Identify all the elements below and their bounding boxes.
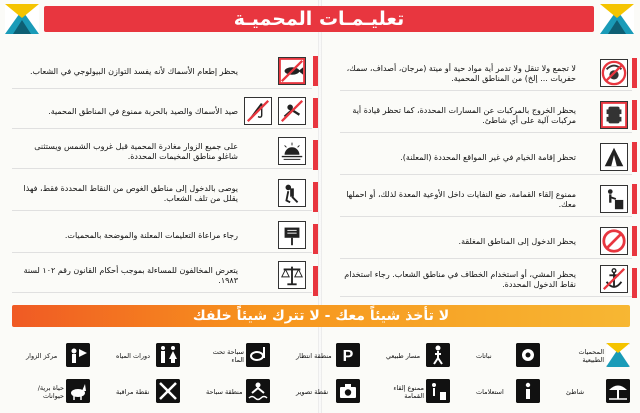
legend-item [116, 340, 182, 372]
rule-text: يحظر المشي، أو استخدام الخطاف في مناطق الشعاب. رجاء استخدام نقاط الدخول المحددة. [344, 270, 576, 289]
sunset-icon [278, 137, 306, 165]
wildlife-icon [66, 379, 90, 403]
hiker-icon [426, 343, 450, 367]
page-header [44, 6, 594, 32]
legend-item [386, 340, 452, 372]
rule-item [12, 260, 312, 293]
legend-item [566, 340, 632, 372]
legend-label: المحميات الطبيعية [578, 348, 604, 364]
no-vehicles-icon [600, 101, 628, 129]
reserve-logo-icon [600, 4, 634, 34]
rule-text: يحظر الخروج بالمركبات عن المسارات المحددة، كما تحظر قيادة أية مركبات آلية على أي شاطئ. [352, 106, 576, 125]
legend-label: استعلامات [476, 388, 504, 396]
left-accent-bars [313, 56, 318, 296]
rule-text: يوصى بالدخول إلى مناطق الغوص من النقاط المحددة فقط، فهذا يقلل من تلف الشعاب. [23, 184, 238, 203]
diver-icon [278, 179, 306, 207]
rule-item [12, 220, 312, 253]
legend-item [296, 340, 362, 372]
sign-board-icon [278, 221, 306, 249]
rule-item [12, 136, 312, 169]
no-fishing-icon [244, 97, 272, 125]
legend-item [476, 340, 542, 372]
legend-label: منطقة انتظار [296, 352, 332, 360]
svg-text:P: P [342, 348, 354, 365]
parking-icon [336, 343, 360, 367]
camera-icon [336, 379, 360, 403]
rule-item [12, 178, 312, 211]
rule-text: رجاء مراعاة التعليمات المعلنة والموضحة بالمحميات. [64, 231, 238, 240]
information-icon [516, 379, 540, 403]
legend-label: مسار طبيعي [386, 352, 421, 360]
legend-label: دورات المياه [116, 352, 151, 360]
no-littering-icon [426, 379, 450, 403]
legend-label: نباتات [476, 352, 492, 360]
legend-label: نقطة تصوير [296, 388, 329, 396]
plants-icon [516, 343, 540, 367]
visitor-center-icon [66, 343, 90, 367]
no-spearfishing-icon [278, 97, 306, 125]
rule-item [340, 184, 632, 217]
rule-text: يحظر إطعام الأسماك لأنه يفسد التوازن البيولوجي في الشعاب. [29, 67, 238, 76]
rule-item [340, 142, 632, 175]
legend-label: شاطئ [566, 388, 585, 396]
right-accent-bars [632, 58, 637, 298]
rule-item [340, 226, 632, 259]
page-title: تعليـمـات المحميـة [233, 8, 405, 30]
legend-label: سباحة تحت الماء [212, 348, 244, 364]
legend-item [206, 376, 272, 408]
rule-item [340, 264, 632, 297]
legend-item [206, 340, 272, 372]
rule-text: على جميع الزوار مغادرة المحمية قبل غروب الشمس ويستثنى شاغلو مناطق المخيمات المحددة. [34, 142, 238, 161]
no-anchor-icon [600, 265, 628, 293]
slogan-banner [12, 305, 630, 327]
legend-label: مركز الزوار [26, 352, 58, 360]
reserve-logo-icon [5, 4, 39, 34]
tent-icon [600, 143, 628, 171]
rule-item [340, 100, 632, 133]
no-collecting-icon [600, 59, 628, 87]
legend-label: نقطة مراقبة [116, 388, 150, 396]
legend-item [26, 340, 92, 372]
scales-icon [278, 261, 306, 289]
no-entry-icon [600, 227, 628, 255]
binoculars-icon [156, 379, 180, 403]
legend-item [26, 376, 92, 408]
nature-reserve-icon [606, 343, 630, 367]
rule-text: يتعرض المخالفون للمساءلة بموجب أحكام القانون رقم ١٠٢ لسنة ١٩٨٣. [23, 266, 238, 285]
rule-item [12, 96, 312, 129]
swimming-icon [246, 379, 270, 403]
rule-text: صيد الأسماك والصيد بالحربة ممنوع في المناطق المحمية. [48, 107, 238, 116]
legend-label: منطقة سباحة [206, 388, 243, 396]
legend-item [116, 376, 182, 408]
toilets-icon [156, 343, 180, 367]
legend-item [476, 376, 542, 408]
legend-item [296, 376, 362, 408]
rule-item [12, 56, 312, 89]
legend-item [566, 376, 632, 408]
rule-item [340, 58, 632, 91]
rule-text: يحظر الدخول إلى المناطق المغلقة. [458, 237, 576, 246]
legend-item [386, 376, 452, 408]
rule-text: لا تجمع ولا تنقل ولا تدمر أية مواد حية أو ميتة (مرجان، أصداف، سمك، حفريات ... إلخ) من المناطق المحمية. [346, 64, 576, 83]
legend-label: ممنوع إلقاء القمامة [393, 384, 424, 400]
slogan-text: لا تأخذ شيئاً معك - لا تترك شيئاً خلفك [192, 308, 450, 324]
snorkel-icon [246, 343, 270, 367]
rule-text: ممنوع إلقاء القمامة، ضع النفايات داخل الأوعية المعدة لذلك، أو احملها معك. [346, 190, 576, 209]
no-fish-feeding-icon [278, 57, 306, 85]
rule-text: تحظر إقامة الخيام في غير المواقع المحددة (المعلنة). [400, 153, 576, 162]
legend-label: حياة برية/ حيوانات [37, 384, 64, 400]
beach-icon [606, 379, 630, 403]
trash-bin-icon [600, 185, 628, 213]
